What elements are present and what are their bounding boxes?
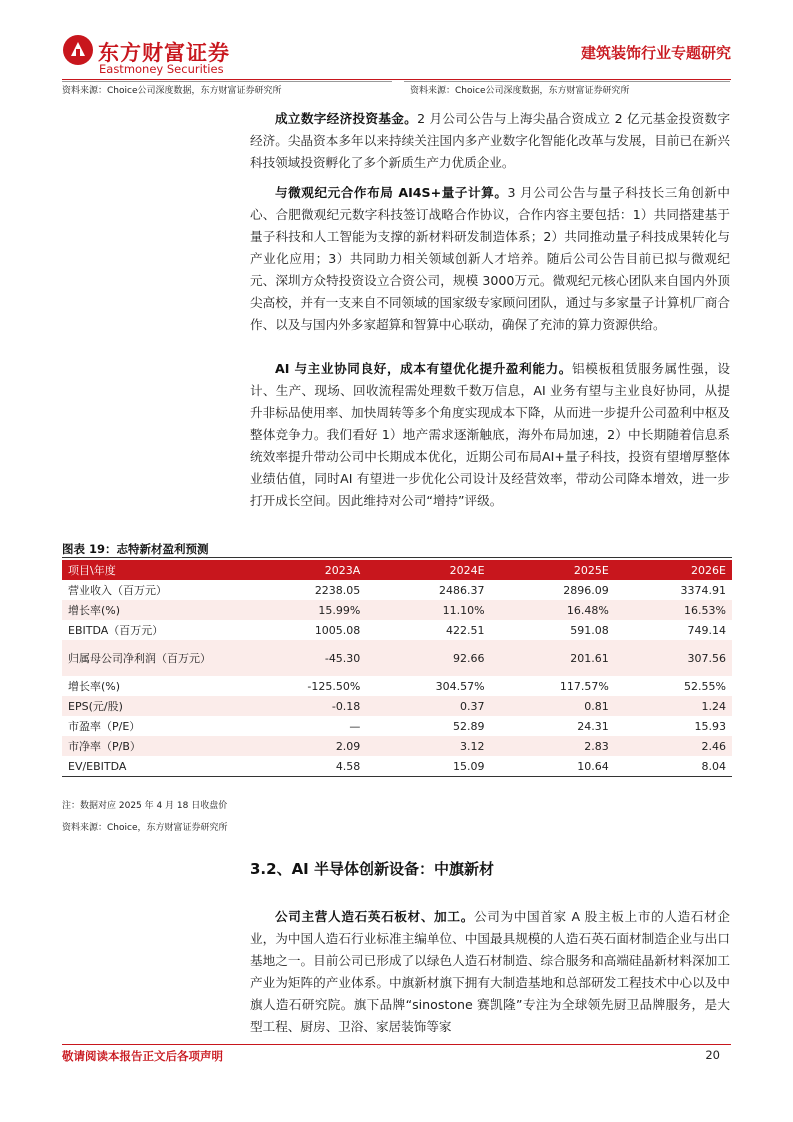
source-rule-right: [404, 81, 730, 82]
cell-value: 304.57%: [435, 679, 485, 693]
table-note: 注：数据对应 2025 年 4 月 18 日收盘价: [62, 801, 228, 811]
cell-value: -45.30: [234, 640, 366, 676]
page-number: 20: [705, 1048, 720, 1062]
cell-value: 16.48%: [491, 600, 615, 620]
paragraph-text: 3 月公司公告与量子科技长三角创新中心、合肥微观纪元数字科技签订战略合作协议，合作内容主要包括：1）共同搭建基于量子科技和人工智能为支撑的新材料研发制造体系；2）共同推动量子科技成果转化与产业化应用；3）共同助力相关领域创新人才培养。随后公司公告目前已拟与微观纪元、深圳方众特投资设立合资公司，规模 3000万元。微观纪元核心团队来自国内外顶尖高校，并有一支来自不同领域的国家级专家顾问团队，通过与多家量子计算机厂商合作、以及与国内外多家超算和智算中心联动，确保了充沛的算力资源供给。: [250, 185, 730, 332]
cell-value: 2486.37: [439, 583, 485, 597]
header-cell-2025e: 2025E: [491, 560, 615, 580]
paragraph-zhongqi: [250, 906, 730, 1038]
cell-value: 52.55%: [684, 679, 726, 693]
cell-value: 16.53%: [615, 600, 732, 620]
cell-value: 2.46: [615, 736, 732, 756]
cell-value: 0.81: [491, 696, 615, 716]
table-top-rule: [62, 557, 732, 558]
table-row: [62, 620, 732, 640]
table-source: 资料来源：Choice，东方财富证券研究所: [62, 823, 228, 833]
header-cell-item: 项目\年度: [62, 560, 234, 580]
earnings-forecast-table: [62, 560, 732, 777]
header-cell-2026e: 2026E: [615, 560, 732, 580]
table-row: [62, 696, 732, 716]
table-header-row: [62, 560, 732, 580]
cell-value: 1005.08: [314, 623, 361, 637]
report-title: 建筑装饰行业专题研究: [580, 44, 731, 62]
table-row: [62, 676, 732, 696]
paragraph-lead: 与微观纪元合作布局 AI4S+量子计算。: [275, 185, 508, 200]
header-cell-2024e: 2024E: [366, 560, 490, 580]
logo-wordmark: 东方财富证券: [98, 41, 230, 65]
table-row: [62, 600, 732, 620]
cell-value: 92.66: [366, 640, 490, 676]
row-label: 归属母公司净利润（百万元）: [62, 640, 234, 676]
paragraph-digital-fund: [250, 108, 730, 174]
source-rule-left: [62, 81, 392, 82]
logo-english: Eastmoney Securities: [99, 62, 224, 76]
cell-value: 2.09: [234, 736, 366, 756]
cell-value: 117.57%: [559, 679, 609, 693]
cell-value: 2.83: [491, 736, 615, 756]
table-row: [62, 716, 732, 736]
cell-value: 0.37: [366, 696, 490, 716]
paragraph-ai-synergy: [250, 358, 730, 512]
eastmoney-logo-icon: [62, 34, 94, 66]
cell-value: 307.56: [615, 640, 732, 676]
row-label: 增长率(%): [62, 600, 234, 620]
section-heading: 3.2、AI 半导体创新设备：中旗新材: [250, 860, 494, 878]
row-label: 市净率（P/B）: [62, 736, 234, 756]
cell-value: 749.14: [687, 623, 726, 637]
cell-value: 15.93: [694, 719, 726, 733]
table-row: [62, 640, 732, 676]
cell-value: 201.61: [491, 640, 615, 676]
paragraph-lead: 成立数字经济投资基金。: [275, 111, 418, 126]
cell-value: 3374.91: [680, 583, 726, 597]
cell-value: 1.24: [615, 696, 732, 716]
cell-value: 2896.09: [563, 583, 609, 597]
cell-value: -0.18: [234, 696, 366, 716]
paragraph-text: 铝模板租赁服务属性强，设计、生产、现场、回收流程需处理数千数万信息，AI 业务有望与主业良好协同，从提升非标品使用率、加快周转等多个角度实现成本下降，从而进一步提升公司盈利中枢及整体竞争力。我们看好 1）地产需求逐渐触底，海外布局加速，2）中长期随着信息系统效率提升带动公司中长期成本优化，近期公司布局AI+量子科技，投资有望增厚整体业绩估值，同时AI 有望进一步优化公司设计及经营效率，带动公司降本增效，进一步打开成长空间。因此维持对公司“增持”评级。: [250, 361, 731, 508]
source-caption-left: 资料来源：Choice公司深度数据，东方财富证券研究所: [62, 86, 282, 96]
cell-value: —: [349, 719, 361, 733]
cell-value: 3.12: [366, 736, 490, 756]
source-caption-right: 资料来源：Choice公司深度数据，东方财富证券研究所: [410, 86, 630, 96]
cell-value: 24.31: [577, 719, 609, 733]
cell-value: 10.64: [491, 756, 615, 777]
cell-value: 8.04: [615, 756, 732, 777]
cell-value: 11.10%: [366, 600, 490, 620]
paragraph-text: 公司为中国首家 A 股主板上市的人造石材企业，为中国人造石行业标准主编单位、中国最具规模的人造石英石面材制造企业与出口基地之一。目前公司已形成了以绿色人造石材制造、综合服务和高端硅晶新材料深加工产业为矩阵的产业体系。中旗新材旗下拥有大制造基地和总部研发工程技术中心以及中旗人造石研究院。旗下品牌“sinostone 赛凯隆”专注为全球领先厨卫品牌服务，是大型工程、厨房、卫浴、家居装饰等家: [250, 909, 731, 1034]
footer-disclaimer: 敬请阅读本报告正文后各项声明: [62, 1049, 223, 1063]
table-row: [62, 756, 732, 777]
paragraph-text: 2 月公司公告与上海尖晶合资成立 2 亿元基金投资数字经济。尖晶资本多年以来持续关注国内多产业数字化智能化改革与发展，目前已在新兴科技领域投资孵化了多个新质生产力优质企业。: [250, 111, 730, 170]
table-title: 图表 19：志特新材盈利预测: [62, 542, 209, 556]
cell-value: 15.09: [366, 756, 490, 777]
cell-value: 591.08: [570, 623, 609, 637]
cell-value: 15.99%: [234, 600, 366, 620]
cell-value: -125.50%: [307, 679, 361, 693]
paragraph-lead: AI 与主业协同良好，成本有望优化提升盈利能力。: [275, 361, 573, 376]
footer-divider: [62, 1044, 731, 1045]
row-label: EPS(元/股): [62, 696, 234, 716]
header-cell-2023a: 2023A: [234, 560, 366, 580]
row-label: 市盈率（P/E）: [68, 720, 141, 733]
paragraph-lead: 公司主营人造石英石板材、加工。: [275, 909, 474, 924]
row-label: 营业收入（百万元）: [68, 584, 167, 597]
cell-value: 2238.05: [314, 583, 361, 597]
paragraph-quantum-ai: [250, 182, 730, 336]
row-label: EV/EBITDA: [62, 756, 234, 777]
cell-value: 422.51: [446, 623, 485, 637]
cell-value: 4.58: [234, 756, 366, 777]
cell-value: 52.89: [453, 719, 485, 733]
row-label: EBITDA（百万元）: [68, 624, 164, 637]
table-row: [62, 736, 732, 756]
header-divider: [62, 79, 731, 80]
table-row: [62, 580, 732, 600]
row-label: 增长率(%): [68, 680, 121, 693]
